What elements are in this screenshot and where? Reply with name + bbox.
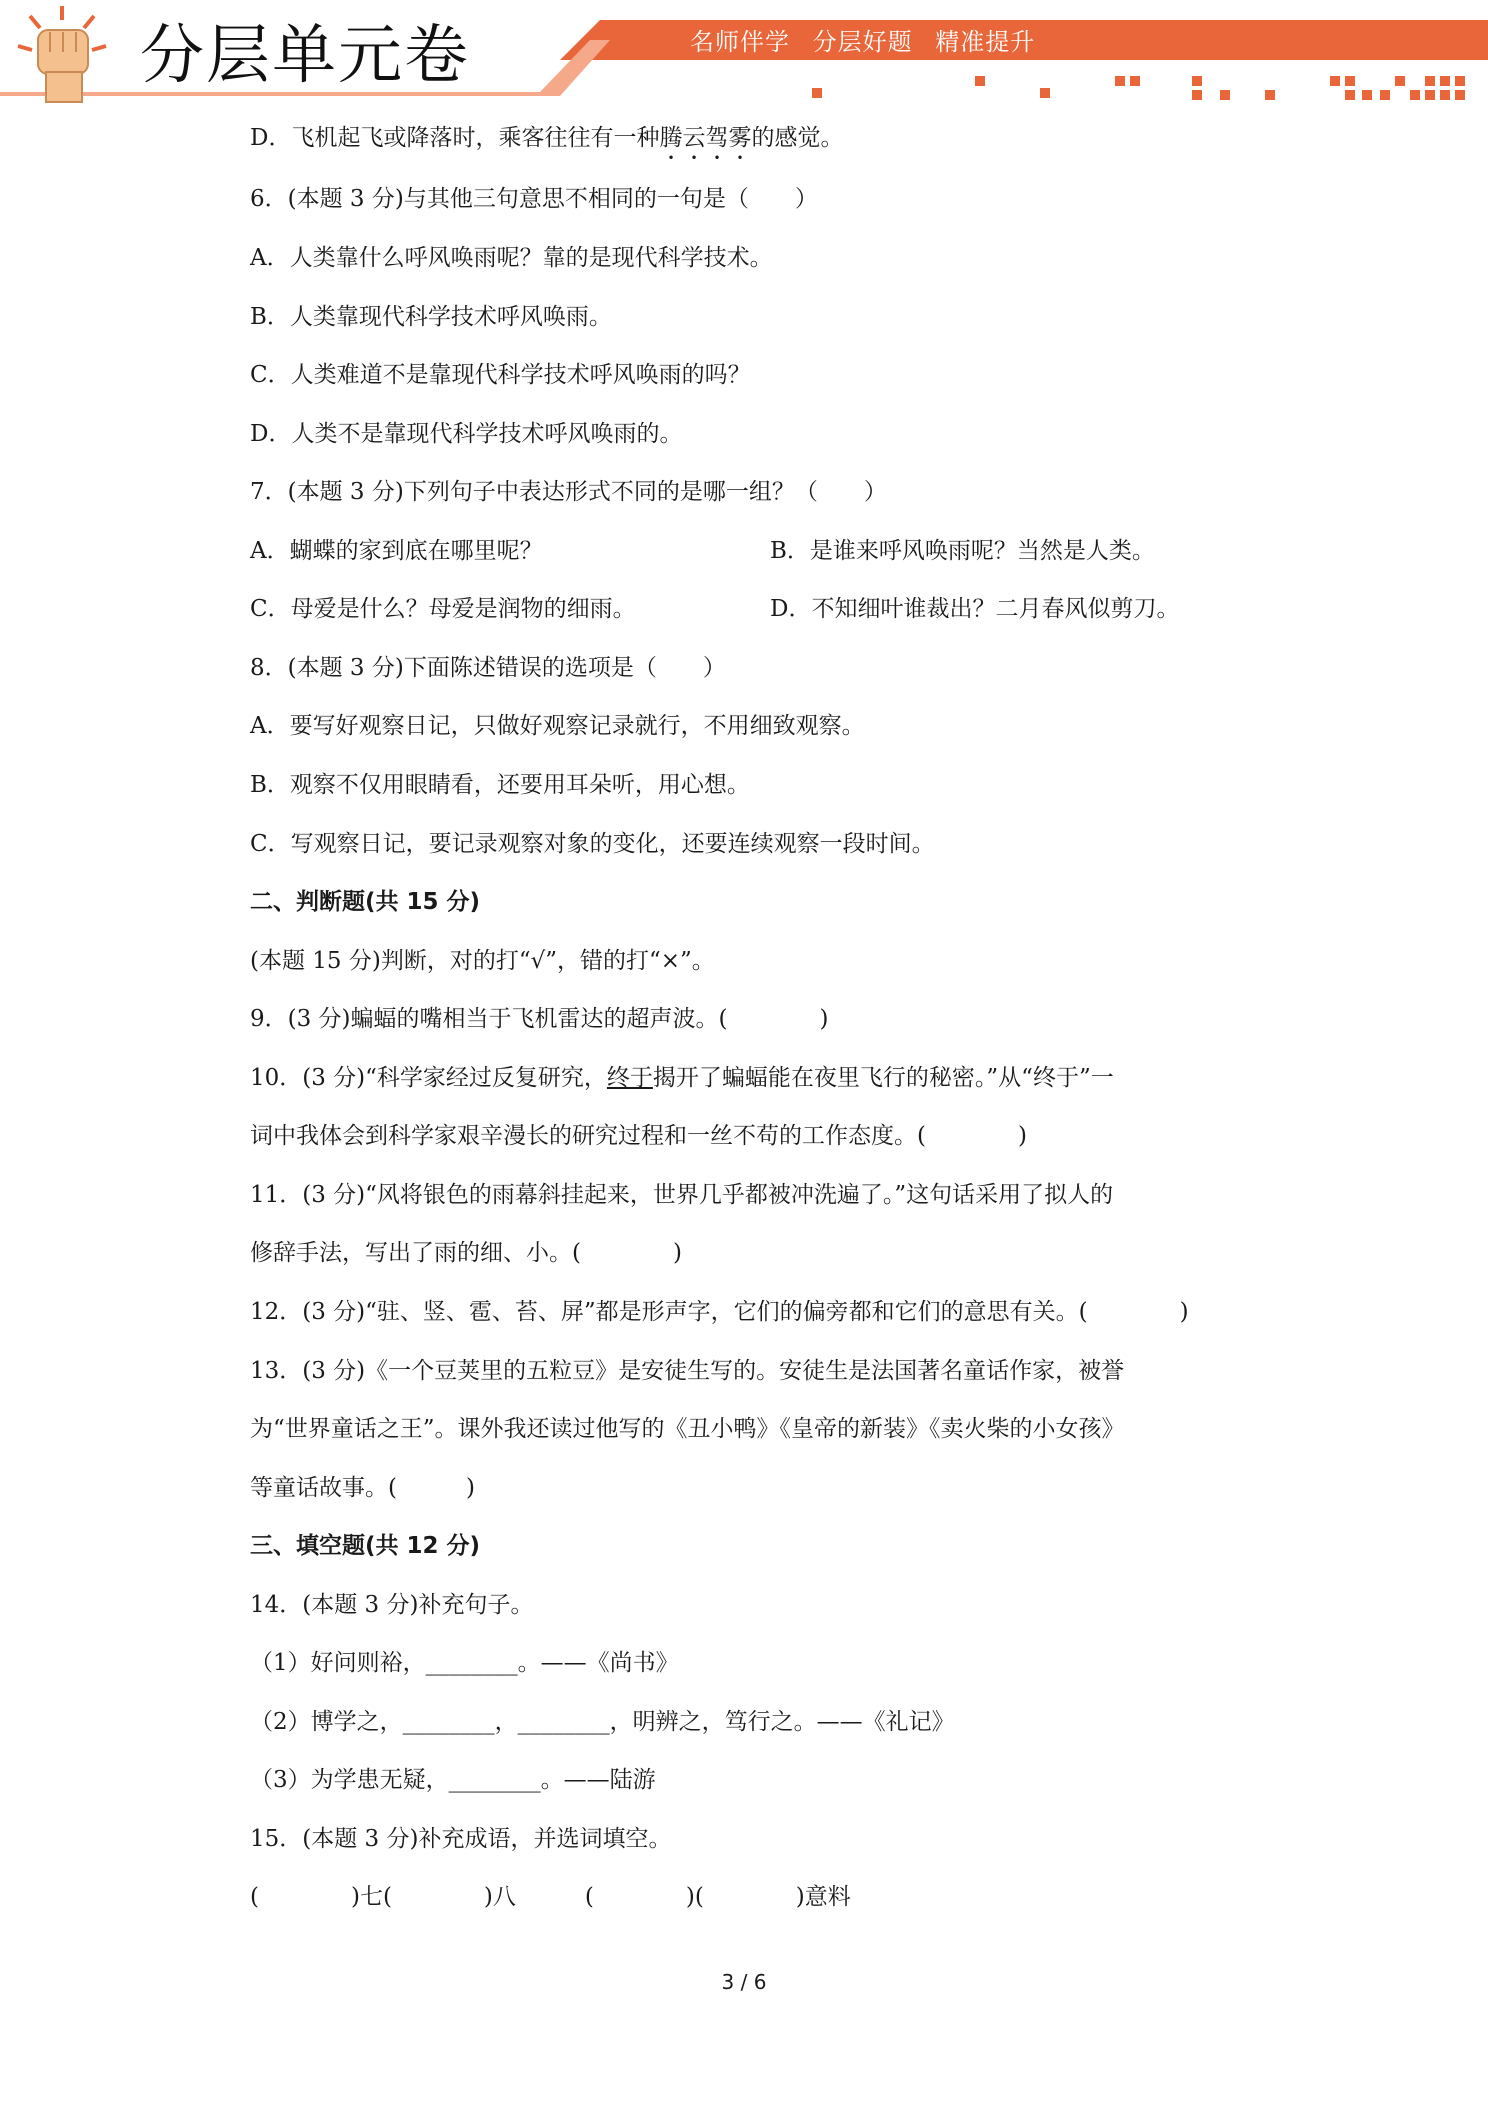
q8-option-a: A．要写好观察日记，只做好观察记录就行，不用细致观察。 (250, 713, 865, 739)
header-slogan: 名师伴学 分层好题 精准提升 (690, 28, 1036, 56)
section-3-heading: 三、填空题(共 12 分) (250, 1533, 481, 1559)
underlined-word: 终于 (606, 1065, 653, 1091)
brand-title: 分层单元卷 (140, 19, 470, 93)
question-11: 11．(3 分)“风将银色的雨幕斜挂起来，世界几乎都被冲洗遍了。”这句话采用了拟人的 (250, 1182, 1114, 1208)
q7-option-b: B．是谁来呼风唤雨呢？当然是人类。 (770, 538, 1155, 564)
question-9: 9．(3 分)蝙蝠的嘴相当于飞机雷达的超声波。( ) (250, 1006, 829, 1032)
question-12: 12．(3 分)“驻、竖、雹、苔、屏”都是形声字，它们的偏旁都和它们的意思有关。( ) (250, 1299, 1189, 1325)
q6-option-d: D．人类不是靠现代科学技术呼风唤雨的。 (250, 421, 683, 447)
q8-option-c: C．写观察日记，要记录观察对象的变化，还要连续观察一段时间。 (250, 831, 935, 857)
question-11-cont: 修辞手法，写出了雨的细、小。( ) (250, 1240, 682, 1266)
header-dots (812, 76, 1465, 100)
q14-item-2: （2）博学之，________，________，明辨之，笃行之。——《礼记》 (250, 1709, 955, 1735)
emphasized-phrase: 腾云驾雾 (659, 125, 752, 151)
fist-logo-icon (18, 6, 106, 102)
question-10-cont: 词中我体会到科学家艰辛漫长的研究过程和一丝不苟的工作态度。( ) (250, 1123, 1027, 1149)
question-13: 13．(3 分)《一个豆荚里的五粒豆》是安徒生写的。安徒生是法国著名童话作家，被誉 (250, 1358, 1125, 1384)
section-2-heading: 二、判断题(共 15 分) (250, 889, 481, 915)
question-13-cont2: 等童话故事。( ) (250, 1475, 475, 1501)
page-number: 3 / 6 (721, 1970, 767, 1994)
q7-option-a: A．蝴蝶的家到底在哪里呢？ (250, 538, 543, 564)
q15-idioms: ( )七( )八 ( )( )意料 (250, 1884, 851, 1910)
q14-item-1: （1）好问则裕，________。——《尚书》 (250, 1650, 679, 1676)
question-7: 7．(本题 3 分)下列句子中表达形式不同的是哪一组？（ ） (250, 479, 887, 505)
question-8: 8．(本题 3 分)下面陈述错误的选项是（ ） (250, 655, 726, 681)
q7-option-c: C．母爱是什么？母爱是润物的细雨。 (250, 596, 636, 622)
q5-option-d: D．飞机起飞或降落时，乘客往往有一种腾云驾雾的感觉。 (250, 125, 844, 151)
question-13-cont: 为“世界童话之王”。课外我还读过他写的《丑小鸭》《皇帝的新装》《卖火柴的小女孩》 (250, 1416, 1125, 1442)
page-header (0, 0, 1488, 110)
q14-item-3: （3）为学患无疑，________。——陆游 (250, 1767, 656, 1793)
section-2-intro: (本题 15 分)判断，对的打“√”，错的打“×”。 (250, 948, 715, 974)
q6-option-a: A．人类靠什么呼风唤雨呢？靠的是现代科学技术。 (250, 245, 773, 271)
question-10: 10．(3 分)“科学家经过反复研究，终于揭开了蝙蝠能在夜里飞行的秘密。”从“终于”一 (250, 1065, 1114, 1091)
q7-option-d: D．不知细叶谁裁出？二月春风似剪刀。 (770, 596, 1180, 622)
question-14: 14．(本题 3 分)补充句子。 (250, 1592, 534, 1618)
question-15: 15．(本题 3 分)补充成语，并选词填空。 (250, 1826, 672, 1852)
question-6: 6．(本题 3 分)与其他三句意思不相同的一句是（ ） (250, 186, 818, 212)
q8-option-b: B．观察不仅用眼睛看，还要用耳朵听，用心想。 (250, 772, 750, 798)
q6-option-c: C．人类难道不是靠现代科学技术呼风唤雨的吗？ (250, 362, 751, 388)
q6-option-b: B．人类靠现代科学技术呼风唤雨。 (250, 304, 612, 330)
